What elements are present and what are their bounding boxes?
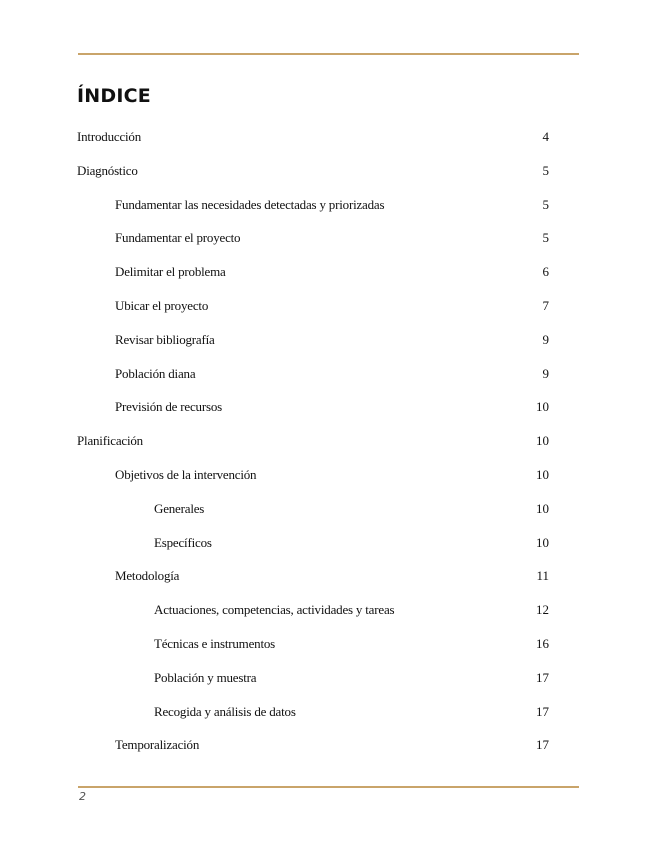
toc-entry-label: Fundamentar el proyecto — [115, 230, 241, 246]
toc-entry-page: 17 — [536, 737, 549, 753]
toc-entry-page: 10 — [536, 500, 549, 516]
toc-entry-page: 6 — [542, 264, 549, 280]
toc-entry-page: 9 — [542, 331, 549, 347]
toc-entry-label: Fundamentar las necesidades detectadas y priorizadas — [115, 196, 385, 212]
toc-entry-page: 10 — [536, 467, 549, 482]
toc-entry-page: 10 — [536, 433, 549, 449]
toc-entry-page: 5 — [542, 162, 549, 178]
toc-entry-label: Metodología — [115, 568, 180, 584]
toc-entry-page: 10 — [536, 399, 549, 415]
toc-entry[interactable] — [0, 363, 655, 385]
toc-entry-page: 5 — [542, 230, 549, 246]
toc-entry-label: Población y muestra — [154, 669, 257, 685]
toc-entry-label: Objetivos de la intervención — [115, 467, 257, 482]
toc-entry[interactable] — [0, 498, 655, 520]
toc-entry-page: 16 — [536, 636, 549, 651]
toc-entry[interactable] — [0, 667, 655, 689]
toc-entry[interactable] — [0, 160, 655, 182]
toc-entry[interactable] — [0, 295, 655, 317]
toc-entry-label: Temporalización — [115, 737, 200, 753]
toc-entry-label: Planificación — [77, 433, 143, 449]
toc-entry[interactable] — [0, 633, 655, 655]
toc-entry-label: Población diana — [115, 365, 196, 381]
toc-entry[interactable] — [0, 329, 655, 351]
toc-entry[interactable] — [0, 261, 655, 283]
toc-entry-label: Actuaciones, competencias, actividades y tareas — [154, 602, 395, 618]
toc-entry-label: Introducción — [77, 129, 142, 144]
toc-entry-page: 12 — [536, 602, 549, 618]
toc-entry-label: Generales — [154, 500, 205, 516]
toc-entry-label: Técnicas e instrumentos — [154, 636, 276, 651]
footer-rule — [78, 786, 579, 788]
toc-entry-page: 17 — [536, 703, 549, 719]
toc-entry-label: Ubicar el proyecto — [115, 298, 209, 313]
toc-entry-label: Diagnóstico — [77, 162, 138, 178]
toc-entry-label: Recogida y análisis de datos — [154, 703, 296, 719]
toc-entry[interactable] — [0, 430, 655, 452]
toc-entry[interactable] — [0, 532, 655, 554]
toc-entry-label: Previsión de recursos — [115, 399, 222, 415]
footer-page-number: 2 — [79, 790, 86, 803]
toc-entry-page: 17 — [536, 669, 549, 685]
toc-entry[interactable] — [0, 126, 655, 148]
header-rule — [78, 53, 579, 55]
toc-entry-label: Revisar bibliografía — [115, 331, 215, 347]
toc-entry[interactable] — [0, 734, 655, 756]
toc-entry[interactable] — [0, 464, 655, 486]
toc-entry-page: 11 — [536, 568, 549, 584]
toc-entry[interactable] — [0, 565, 655, 587]
toc-entry[interactable] — [0, 396, 655, 418]
toc-entry[interactable] — [0, 194, 655, 216]
toc-entry-page: 10 — [536, 534, 549, 550]
page-title: ÍNDICE — [77, 85, 151, 107]
toc-entry-label: Delimitar el problema — [115, 264, 226, 280]
toc-entry-page: 5 — [542, 196, 549, 212]
toc-entry-page: 7 — [542, 298, 549, 313]
toc-entry[interactable] — [0, 701, 655, 723]
toc-entry-page: 9 — [542, 365, 549, 381]
toc-entry-label: Específicos — [154, 534, 212, 550]
toc-entry[interactable] — [0, 227, 655, 249]
toc-entry[interactable] — [0, 599, 655, 621]
toc-entry-page: 4 — [542, 129, 549, 144]
